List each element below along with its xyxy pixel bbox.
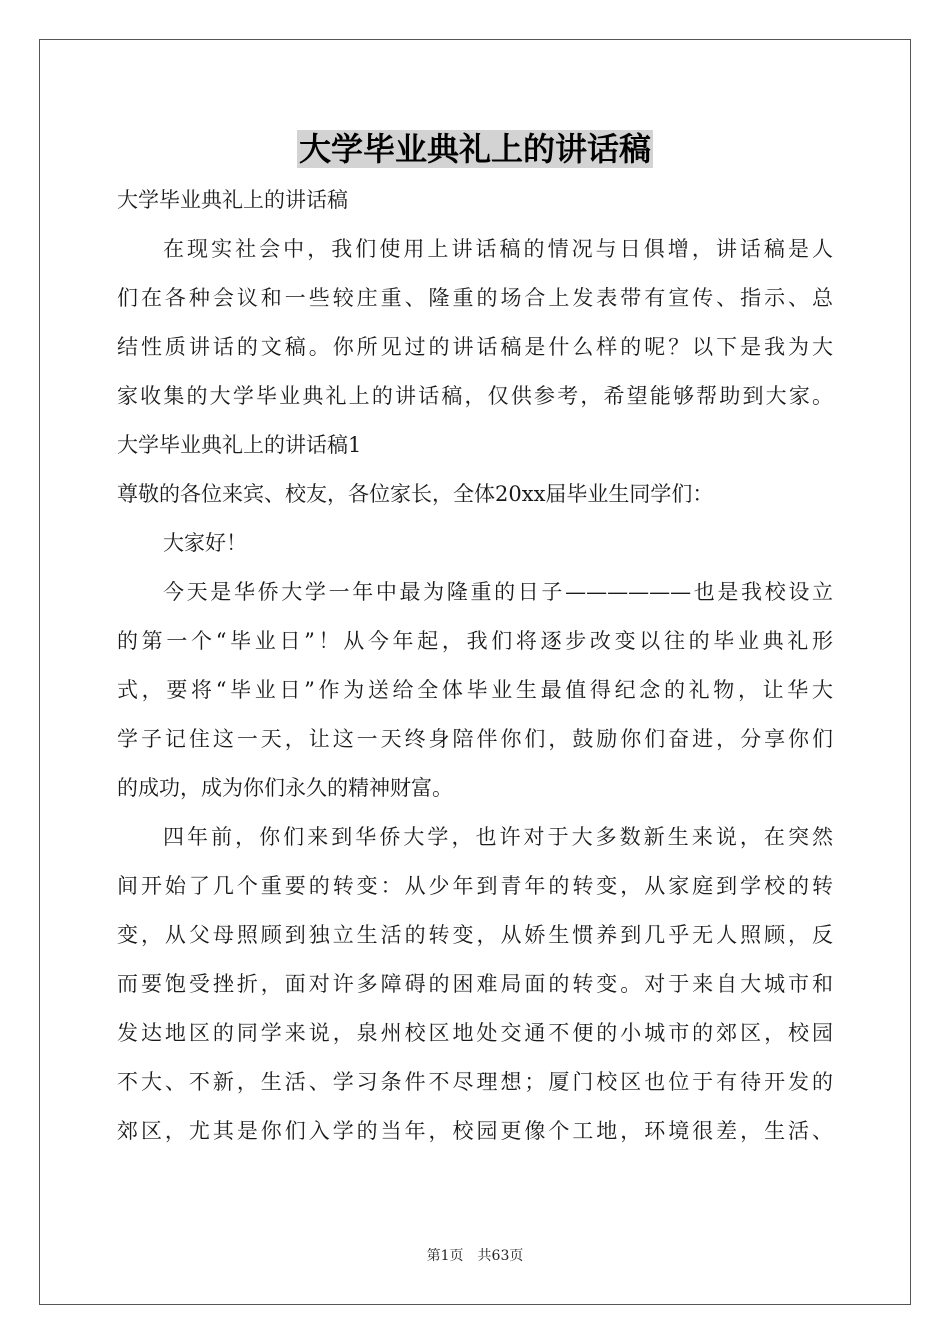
paragraph-line: 的成功，成为你们永久的精神财富。 (117, 776, 453, 800)
paragraph-line: 四年前，你们来到华侨大学，也许对于大多数新生来说，在突然 (163, 825, 833, 849)
paragraph-line: 学子记住这一天，让这一天终身陪伴你们，鼓励你们奋进，分享你们 (117, 727, 833, 751)
paragraph-line: 间开始了几个重要的转变：从少年到青年的转变，从家庭到学校的转 (117, 874, 833, 898)
page-number: 第1页 (426, 1248, 464, 1264)
page-footer (0, 1246, 950, 1266)
document-title-text: 大学毕业典礼上的讲话稿 (298, 130, 651, 168)
greeting-line: 大家好！ (163, 531, 247, 555)
page-total: 共63页 (477, 1248, 524, 1264)
paragraph-line: 郊区，尤其是你们入学的当年，校园更像个工地，环境很差，生活、 (117, 1119, 833, 1143)
paragraph-line: 式，要将“毕业日”作为送给全体毕业生最值得纪念的礼物，让华大 (117, 678, 833, 702)
paragraph-line: 结性质讲话的文稿。你所见过的讲话稿是什么样的呢？以下是我为大 (117, 335, 833, 359)
subtitle-line: 大学毕业典礼上的讲话稿 (117, 188, 348, 212)
paragraph-line: 家收集的大学毕业典礼上的讲话稿，仅供参考，希望能够帮助到大家。 (117, 384, 833, 408)
paragraph-line: 的第一个“毕业日”！从今年起，我们将逐步改变以往的毕业典礼形 (117, 629, 833, 653)
paragraph-line: 变，从父母照顾到独立生活的转变，从娇生惯养到几乎无人照顾，反 (117, 923, 833, 947)
salutation-line: 尊敬的各位来宾、校友，各位家长，全体20xx届毕业生同学们： (117, 482, 714, 506)
document-title (0, 128, 950, 170)
paragraph-line: 而要饱受挫折，面对许多障碍的困难局面的转变。对于来自大城市和 (117, 972, 833, 996)
paragraph-line: 们在各种会议和一些较庄重、隆重的场合上发表带有宣传、指示、总 (117, 286, 833, 310)
paragraph-line: 不大、不新，生活、学习条件不尽理想；厦门校区也位于有待开发的 (117, 1070, 833, 1094)
paragraph-line: 在现实社会中，我们使用上讲话稿的情况与日俱增，讲话稿是人 (163, 237, 833, 261)
document-body (117, 176, 833, 1156)
paragraph-line: 今天是华侨大学一年中最为隆重的日子——————也是我校设立 (163, 580, 833, 604)
paragraph-line: 发达地区的同学来说，泉州校区地处交通不便的小城市的郊区，校园 (117, 1021, 833, 1045)
section-heading: 大学毕业典礼上的讲话稿1 (117, 433, 362, 457)
